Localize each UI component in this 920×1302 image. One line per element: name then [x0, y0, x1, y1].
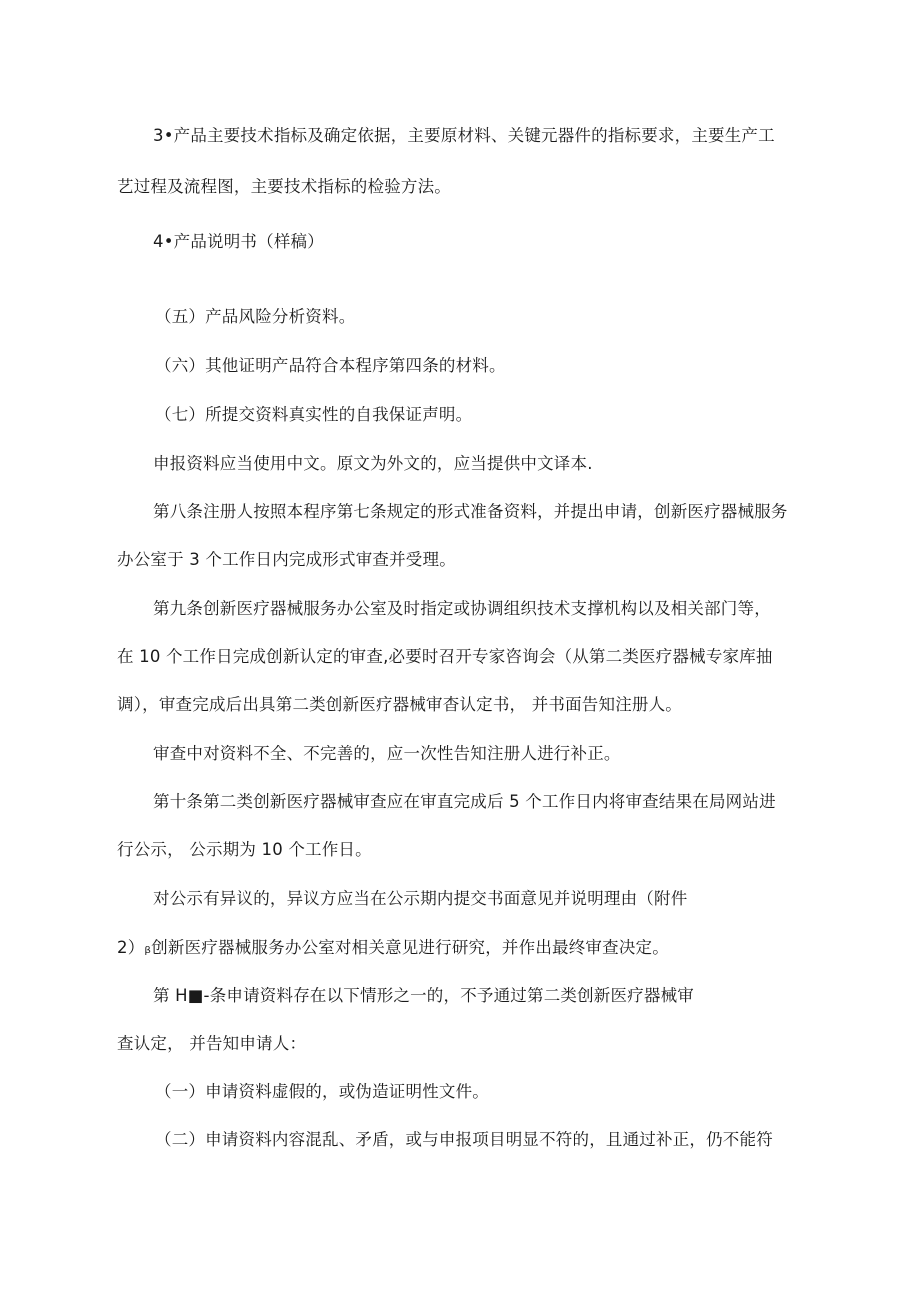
paragraph-line: （五）产品风险分析资料。 [155, 307, 356, 326]
paragraph-line: 行公示， 公示期为 10 个工作日。 [117, 840, 372, 859]
paragraph-line: 2）ᵦ创新医疗器械服务办公室对相关意见进行研究，并作出最终审查决定。 [117, 938, 669, 957]
paragraph-line: 第九条创新医疗器械服务办公室及时指定或协调组织技术支撑机构以及相关部门等， [153, 599, 771, 618]
paragraph-line: 4•产品说明书（样稿） [153, 232, 324, 251]
paragraph-line: （二）申请资料内容混乱、矛盾，或与申报项目明显不符的，且通过补正，仍不能符 [155, 1130, 773, 1149]
paragraph-line: 办公室于 3 个工作日内完成形式审查并受理。 [117, 550, 456, 569]
paragraph-line: （七）所提交资料真实性的自我保证声明。 [155, 405, 473, 424]
paragraph-line: 对公示有异议的，异议方应当在公示期内提交书面意见并说明理由（附件 [153, 889, 688, 908]
paragraph-line: 艺过程及流程图，主要技术指标的检验方法。 [117, 177, 451, 196]
paragraph-line: 第八条注册人按照本程序第七条规定的形式准备资料，并提出申请，创新医疗器械服务 [153, 502, 788, 521]
paragraph-line: （一）申请资料虚假的，或伪造证明性文件。 [155, 1082, 489, 1101]
paragraph-line: 审查中对资料不全、不完善的，应一次性告知注册人进行补正。 [153, 744, 621, 763]
paragraph-line: 在 10 个工作日完成创新认定的审查,必要时召开专家咨询会（从第二类医疗器械专家库抽 [117, 647, 773, 666]
paragraph-line: 第 H■-条申请资料存在以下情形之一的，不予通过第二类创新医疗器械审 [153, 986, 694, 1005]
paragraph-line: （六）其他证明产品符合本程序第四条的材料。 [155, 356, 506, 375]
paragraph-line: 第十条第二类创新医疗器械审查应在审直完成后 5 个工作日内将审查结果在局网站进 [153, 792, 776, 811]
paragraph-line: 查认定， 并告知申请人： [117, 1034, 307, 1053]
paragraph-line: 调），审查完成后出具第二类创新医疗器械审杳认定书， 并书面告知注册人。 [117, 695, 682, 714]
paragraph-line: 申报资料应当使用中文。原文为外文的，应当提供中文译本. [153, 454, 593, 473]
paragraph-line: 3•产品主要技术指标及确定依据，主要原材料、关键元器件的指标要求，主要生产工 [153, 126, 775, 145]
